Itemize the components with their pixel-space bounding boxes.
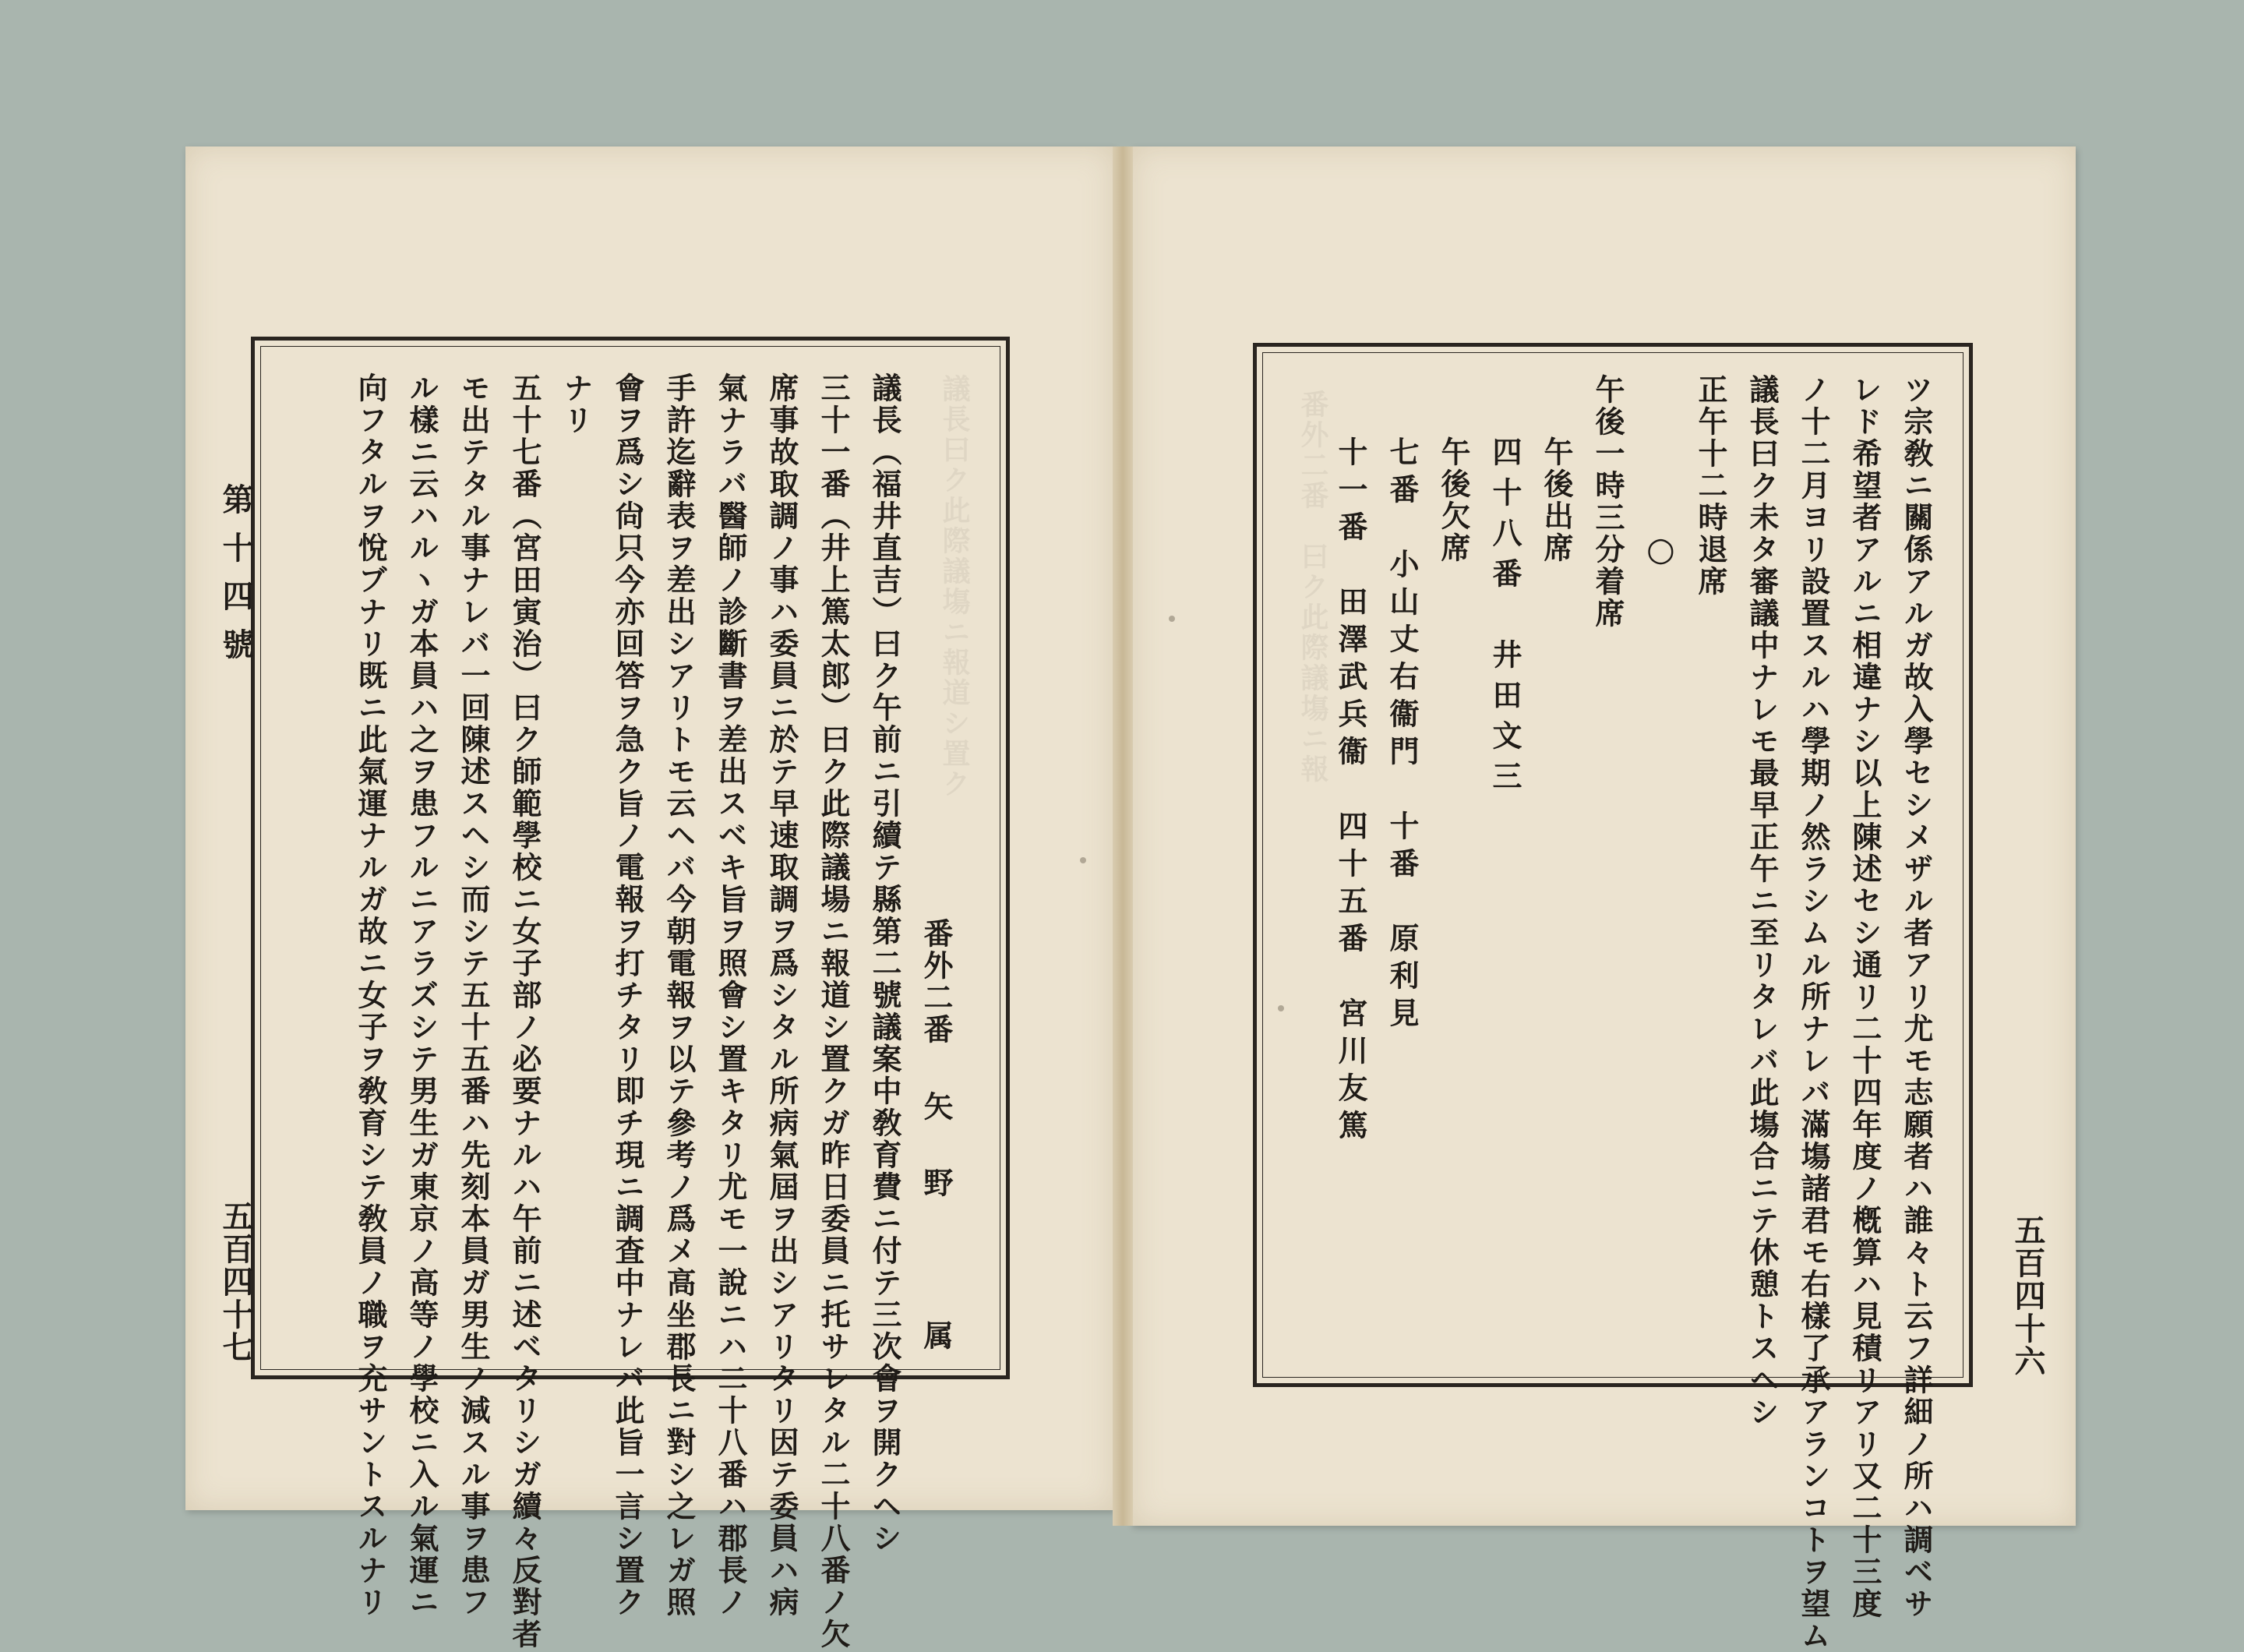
- text-column: 四十八番 井田文三: [1487, 436, 1522, 801]
- section-marker: ○: [1642, 530, 1680, 570]
- paper-speck: [1169, 616, 1175, 622]
- page-number-left: 五百四十七: [217, 1200, 254, 1364]
- text-column: 向フタルヲ悅ブナリ既ニ此氣運ナルガ故ニ女子ヲ敎育シテ敎員ノ職ヲ充サントスルナリ: [353, 372, 388, 1618]
- text-column: 手許迄辭表ヲ差出シアリトモ云ヘバ今朝電報ヲ以テ參考ノ爲メ高坐郡長ニ對シ之レガ照: [662, 372, 697, 1618]
- text-column: 十一番 田澤武兵衞 四十五番 宮川友篤: [1333, 436, 1368, 1147]
- text-column: 氣ナラバ醫師ノ診斷書ヲ差出スベキ旨ヲ照會シ置キタリ尤モ一說ニハ二十八番ハ郡長ノ: [713, 372, 748, 1618]
- paper-speck: [1278, 1005, 1284, 1011]
- text-column: 正午十二時退席: [1693, 374, 1728, 598]
- text-column: 七番 小山丈右衞門 十番 原利見: [1385, 436, 1420, 1035]
- text-column: 番外二番: [919, 918, 954, 1046]
- text-column: ル樣ニ云ハルヽガ本員ハ之ヲ患フルニアラズシテ男生ガ東京ノ高等ノ學校ニ入ル氣運ニ: [404, 372, 439, 1618]
- text-column: 席事故取調ノ事ハ委員ニ於テ早速取調ヲ爲シタル所病氣屆ヲ出シアリタリ因テ委員ハ病: [764, 372, 799, 1618]
- text-column: 午後出席: [1539, 436, 1574, 564]
- page-number-right: 五百四十六: [2009, 1214, 2046, 1378]
- issue-label: 第十四號: [217, 483, 254, 676]
- text-column: 三十一番（井上篤太郎）曰ク此際議場ニ報道シ置クガ昨日委員ニ托サレタル二十八番ノ欠: [816, 372, 851, 1650]
- text-column: 會ヲ爲シ尙只今亦回答ヲ急ク旨ノ電報ヲ打チタリ即チ現ニ調査中ナレバ此旨一言シ置ク: [610, 372, 645, 1618]
- text-column: 矢野 属: [919, 1091, 954, 1396]
- show-through-text: 番外二番 曰ク此際議塲ニ報: [1297, 390, 1329, 785]
- text-column: ノ十二月ヨリ設置スルハ學期ノ然ラシムル所ナレバ滿塲諸君モ右樣了承アランコトヲ望ム: [1796, 374, 1831, 1652]
- text-column: 午後欠席: [1436, 436, 1471, 564]
- text-column: ツ宗敎ニ關係アルガ故入學セシメザル者アリ尤モ志願者ハ誰々ト云フ詳細ノ所ハ調ベサ: [1899, 374, 1934, 1620]
- text-column: レド希望者アルニ相違ナシ以上陳述セシ通リ二十四年度ノ槪算ハ見積リアリ又二十三度: [1847, 374, 1882, 1620]
- text-column: ナリ: [559, 372, 594, 436]
- show-through-text: 議長曰ク此際議塲ニ報道シ置ク: [938, 374, 971, 800]
- text-column: 午後一時三分着席: [1590, 374, 1625, 630]
- text-column: 議長曰ク未タ審議中ナレモ最早正午ニ至リタレバ此塲合ニテ休憩トスヘシ: [1745, 374, 1780, 1428]
- book-gutter: [1113, 146, 1133, 1526]
- text-column: 議長（福井直吉）曰ク午前ニ引續テ縣第二號議案中敎育費ニ付テ三次會ヲ開クヘシ: [867, 372, 902, 1555]
- text-column: モ出テタル事ナレバ一回陳述スヘシ而シテ五十五番ハ先刻本員ガ男生ノ減スル事ヲ患フ: [456, 372, 491, 1618]
- paper-speck: [1080, 857, 1086, 863]
- text-column: 五十七番（宮田寅治）曰ク師範學校ニ女子部ノ必要ナルハ午前ニ述ベタリシガ續々反對者: [507, 372, 542, 1650]
